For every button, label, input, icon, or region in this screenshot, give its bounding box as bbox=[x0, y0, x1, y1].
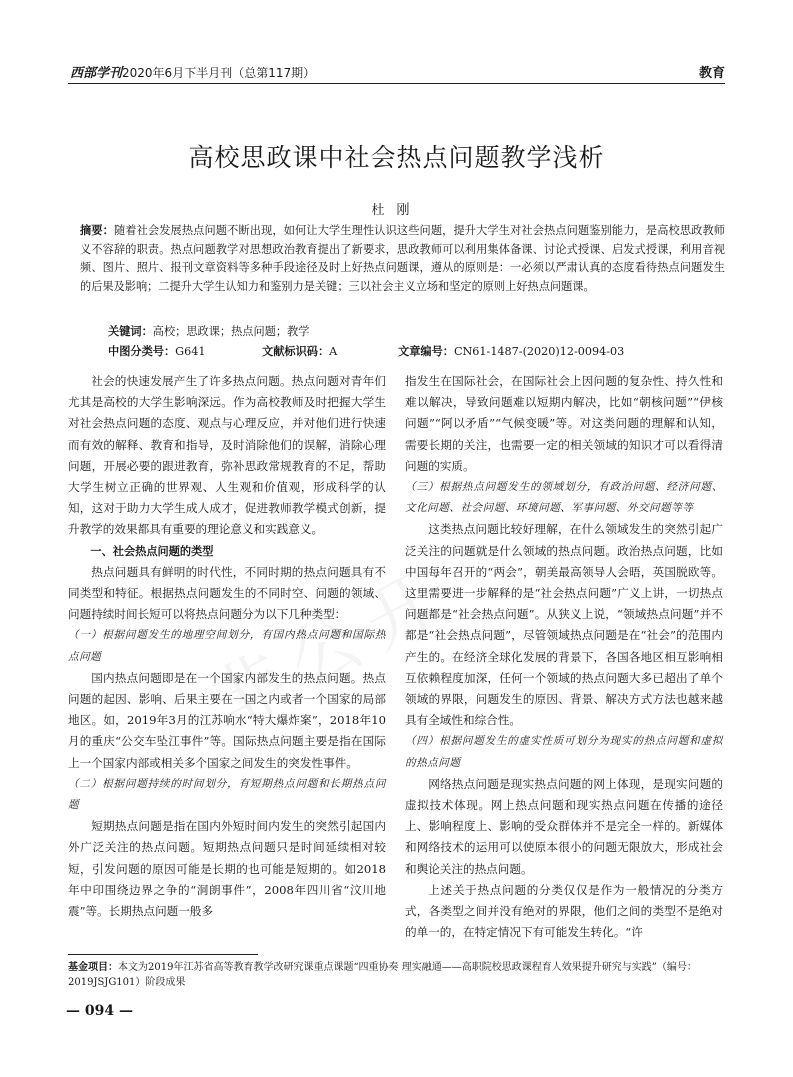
clc-value: G641 bbox=[175, 345, 206, 358]
doc-code bbox=[262, 343, 337, 359]
abstract bbox=[80, 222, 725, 296]
keywords-label: 关键词： bbox=[108, 325, 153, 338]
paragraph: 网络热点问题是现实热点问题的网上体现，是现实问题的虚拟技术体现。网上热点问题和现实热点问题在传播的途径上、影响程度上、影响的受众群体并不是完全一样的。新媒体和网络技术的运用可以使原本很小的问题无限放大，形成社会和舆论关注的热点问题。 bbox=[405, 776, 723, 876]
subsection-heading: （三）根据热点问题发生的领域划分，有政治问题、经济问题、文化问题、社会问题、环境问题、军事问题、外交问题等等 bbox=[405, 481, 723, 515]
clc-code bbox=[108, 343, 205, 359]
journal-logo: 西部学刊 bbox=[70, 66, 123, 81]
doc-code-value: A bbox=[329, 345, 338, 358]
subsection-heading: （一）根据问题发生的地理空间划分，有国内热点问题和国际热点问题 bbox=[68, 629, 386, 663]
header-divider bbox=[68, 83, 725, 84]
article-number-value: CN61-1487-(2020)12-0094-03 bbox=[453, 345, 625, 358]
author-name: 杜刚 bbox=[371, 203, 422, 218]
article-number bbox=[398, 343, 624, 359]
keywords-text: 高校；思政课；热点问题；教学 bbox=[152, 325, 310, 338]
right-column bbox=[405, 371, 723, 943]
paragraph: 短期热点问题是指在国内外短时间内发生的突然引起国内外广泛关注的热点问题。短期热点问题只是时间延续相对较短，引发问题的原因可能是长期的也可能是短期的。如2018年中印围绕边界之争的“洞朗事件”，2008年四川省“汶川地震”等。长期热点问题一般多 bbox=[68, 819, 386, 919]
keywords bbox=[108, 323, 309, 339]
page-number: — 094 — bbox=[66, 1003, 133, 1019]
article-number-label: 文章编号： bbox=[398, 345, 454, 358]
paragraph: 社会的快速发展产生了许多热点问题。热点问题对青年们尤其是高校的大学生影响深远。作为高校教师及时把握大学生对社会热点问题的态度、观点与心理反应，并对他们进行快速而有效的解释、教育和指导，及时消除他们的误解，消除心理问题，开展必要的跟进教育，弥补思政常规教育的不足，帮助大学生树立正确的世界观、人生观和价值观，形成科学的认知，这对于助力大学生成人成才，促进教师教学模式创新，提升教学的效果都具有重要的理论意义和实践意义。 bbox=[68, 374, 386, 537]
section-heading: 一、社会热点问题的类型 bbox=[90, 544, 214, 558]
footnote-label: 基金项目： bbox=[68, 962, 118, 973]
paragraph: 指发生在国际社会，在国际社会上因问题的复杂性、持久性和难以解决，导致问题难以短期内解决，比如“朝核问题”“伊核问题”“阿以矛盾”“气候变暖”等。对这类问题的理解和认知，需要长期的关注，也需要一定的相关领域的知识才可以看得清问题的实质。 bbox=[405, 374, 723, 473]
section-label: 教育 bbox=[698, 66, 725, 81]
footnote-text: 本文为2019年江苏省高等教育教学改研究课重点课题“四重协奏 理实融通——高职院校思政课程育人效果提升研究与实践”（编号：2019JSJG101）阶段成果 bbox=[68, 962, 697, 988]
footnote-divider bbox=[68, 954, 258, 955]
left-column bbox=[68, 371, 386, 922]
subsection-heading: （四）根据问题发生的虚实性质可划分为现实的热点问题和虚拟的热点问题 bbox=[405, 735, 723, 769]
paragraph: 上述关于热点问题的分类仅仅是作为一般情况的分类方式，各类型之间并没有绝对的界限，他们之间的类型不是绝对的单一的，在特定情况下有可能发生转化。“许 bbox=[405, 882, 723, 940]
subsection-heading: （二）根据问题持续的时间划分，有短期热点问题和长期热点问题 bbox=[68, 777, 386, 812]
abstract-label: 摘要： bbox=[80, 224, 114, 237]
abstract-text: 随着社会发展热点问题不断出现，如何让大学生理性认识这些问题，提升大学生对社会热点问题鉴别能力，是高校思政教师义不容辞的职责。热点问题教学对思想政治教育提出了新要求，思政教师可以利用集体备课、讨论式授课、启发式授课，利用音视频、图片、照片、报刊文章资料等多种手段途径及时上好热点问题课，遵从的原则是：一必须以严肃认真的态度看待热点问题发生的后果及影响；二提升大学生认知力和鉴别力是关键；三以社会主义立场和坚定的原则上好热点问题课。 bbox=[80, 224, 725, 293]
clc-label: 中图分类号： bbox=[108, 345, 176, 358]
running-header bbox=[70, 62, 315, 81]
doc-code-label: 文献标识码： bbox=[262, 345, 330, 358]
paragraph: 国内热点问题即是在一个国家内部发生的热点问题。热点问题的起因、影响、后果主要在一国之内或者一个国家的局部地区。如，2019年3月的江苏响水“特大爆炸案”，2018年10月的重庆“公交车坠江事件”等。国际热点问题主要是指在国际上一个国家内部或相关多个国家之间发生的突发性事件。 bbox=[68, 670, 386, 770]
issue-info: 2020年6月下半月刊（总第117期） bbox=[122, 66, 316, 80]
footnote bbox=[68, 960, 725, 990]
paragraph: 这类热点问题比较好理解，在什么领域发生的突然引起广泛关注的问题就是什么领域的热点问题。政治热点问题，比如中国每年召开的“两会”，朝美最高领导人会晤，英国脱欧等。这里需要进一步解释的是“社会热点问题”广义上讲，一切热点问题都是“社会热点问题”。从狭义上说，“领域热点问题”并不都是“社会热点问题”，尽管领域热点问题是在“社会”的范围内产生的。在经济全球化发展的背景下，各国各地区相互影响相互依赖程度加深，任何一个领域的热点问题大多已超出了单个领域的界限，问题发生的原因、背景、解决方式方法也越来越具有全域性和综合性。 bbox=[405, 522, 723, 728]
paragraph: 热点问题具有鲜明的时代性，不同时期的热点问题具有不同类型和特征。根据热点问题发生的不同时空、问题的领域、问题持续时间长短可以将热点问题分为以下几种类型： bbox=[68, 564, 386, 622]
article-title: 高校思政课中社会热点问题教学浅析 bbox=[188, 143, 605, 172]
